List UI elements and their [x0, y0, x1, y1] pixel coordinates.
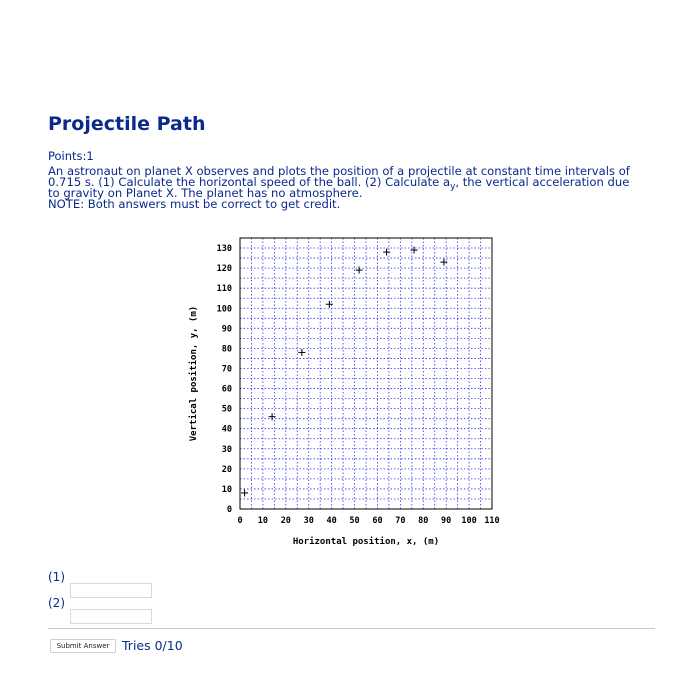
- y-axis-label: Vertical position, y, (m): [189, 305, 199, 442]
- projectile-scatter-plot: [180, 230, 520, 560]
- data-point-marker: [356, 267, 363, 274]
- y-tick-label: 0: [226, 505, 232, 515]
- y-tick-label: 100: [216, 304, 232, 315]
- y-tick-label: 120: [216, 264, 232, 275]
- answer-2-input[interactable]: [70, 609, 152, 624]
- answer-1-label: (1): [48, 570, 65, 584]
- y-tick-label: 90: [221, 324, 232, 335]
- page-title: Projectile Path: [48, 113, 206, 135]
- x-tick-label: 70: [395, 516, 406, 526]
- x-tick-label: 20: [280, 516, 291, 526]
- grid-lines: [240, 238, 492, 509]
- x-tick-label: 100: [461, 516, 477, 526]
- y-tick-label: 50: [221, 404, 232, 415]
- data-point-marker: [298, 349, 305, 356]
- x-tick-label: 50: [349, 516, 360, 526]
- y-tick-label: 70: [221, 364, 232, 375]
- x-tick-label: 10: [257, 516, 269, 526]
- tick-labels: [217, 244, 500, 526]
- x-tick-label: 0: [237, 516, 243, 526]
- x-tick-label: 90: [441, 516, 452, 526]
- answer-1-input[interactable]: [70, 583, 152, 598]
- problem-line-1: An astronaut on planet X observes and plots the position of a projectile at constant time intervals of: [48, 164, 630, 178]
- x-axis-label: Horizontal position, x, (m): [292, 537, 440, 547]
- problem-statement: [48, 166, 658, 210]
- problem-line-2: 0.715 s. (1) Calculate the horizontal speed of the ball. (2) Calculate $a_y$, the vertical acceleration due: [48, 175, 630, 192]
- x-tick-label: 60: [372, 516, 383, 526]
- points-label: Points:1: [48, 149, 94, 163]
- y-tick-label: 40: [221, 424, 232, 435]
- x-tick-label: 110: [484, 516, 500, 526]
- x-tick-label: 40: [326, 516, 337, 526]
- problem-line-3: to gravity on Planet X. The planet has no atmosphere.: [48, 186, 363, 200]
- y-tick-label: 10: [221, 484, 232, 495]
- y-tick-label: 110: [216, 284, 232, 295]
- problem-note: NOTE: Both answers must be correct to get credit.: [48, 197, 341, 211]
- plot-frame: [240, 238, 492, 509]
- y-tick-label: 20: [221, 464, 232, 475]
- x-tick-label: 30: [303, 516, 314, 526]
- divider: [48, 628, 655, 629]
- submit-answer-button[interactable]: Submit Answer: [50, 639, 116, 653]
- y-tick-label: 80: [221, 344, 232, 355]
- y-tick-label: 30: [221, 444, 232, 455]
- data-point-marker: [241, 489, 248, 496]
- answer-2-label: (2): [48, 596, 65, 610]
- y-tick-label: 60: [221, 384, 232, 395]
- tries-counter: Tries 0/10: [122, 638, 183, 653]
- y-tick-label: 130: [216, 244, 232, 255]
- x-tick-label: 80: [418, 516, 429, 526]
